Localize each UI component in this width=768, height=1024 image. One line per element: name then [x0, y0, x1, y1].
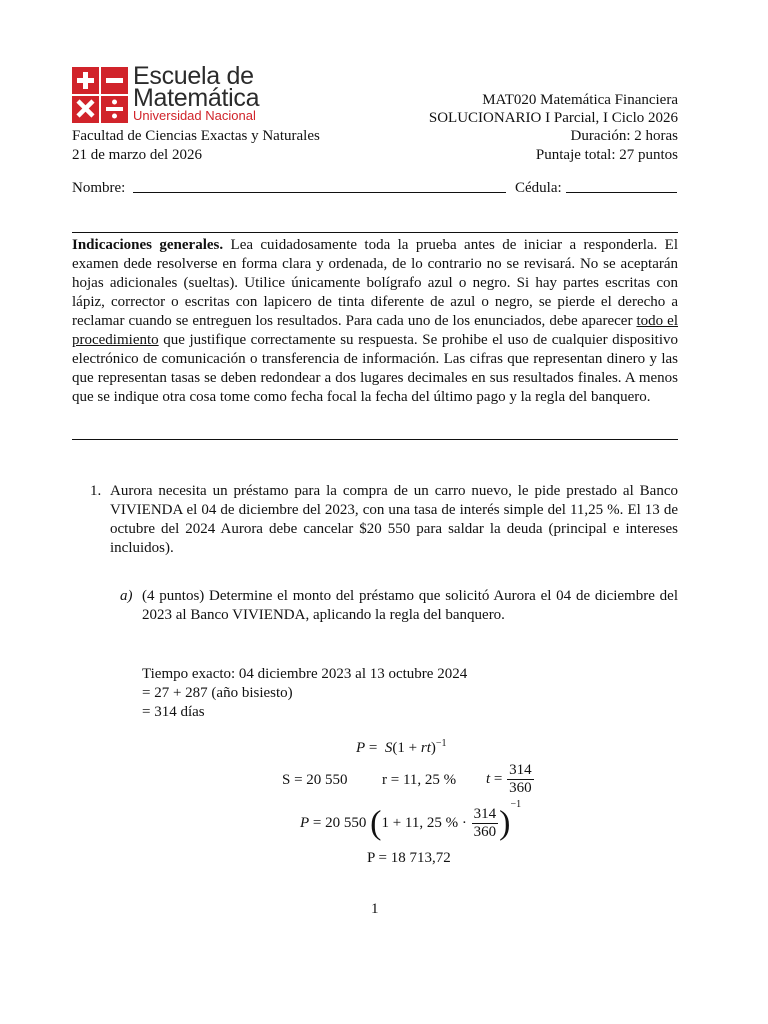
- solution-days-total: = 314 días: [142, 704, 205, 720]
- id-label: Cédula:: [515, 180, 562, 196]
- instructions-paragraph: [72, 236, 678, 407]
- solution-days-sum: = 27 + 287 (año bisiesto): [142, 685, 293, 701]
- instructions-title: Indicaciones generales.: [72, 237, 224, 253]
- result-p: P = 18 713,72: [367, 850, 451, 866]
- course-name: MAT020 Matemática Financiera: [482, 92, 678, 108]
- question-number: 1.: [90, 483, 102, 499]
- part-a-text: (4 puntos) Determine el monto del préstamo que solicitó Aurora el 04 de diciembre del 2023 al Banco VIVIENDA, aplicando la regla del banquero.: [142, 588, 678, 623]
- instructions-underlined: todo el procedimiento: [72, 313, 678, 348]
- name-field[interactable]: [133, 192, 506, 193]
- logo-title-line1: Escuela de: [133, 62, 254, 90]
- faculty-name: Facultad de Ciencias Exactas y Naturales: [72, 128, 320, 144]
- school-logo-icon: [72, 67, 128, 123]
- total-points: Puntaje total: 27 puntos: [535, 147, 678, 163]
- name-label: Nombre:: [72, 180, 126, 196]
- exam-date: 21 de marzo del 2026: [72, 147, 202, 163]
- formula-substituted: P = 20 550 (1 + 11, 25 % · $\frac{314}{360}$ )$^{-1}$: [300, 798, 522, 842]
- t-numerator: 314: [509, 762, 532, 778]
- logo-subtitle: Universidad Nacional: [133, 108, 256, 123]
- page-number: 1: [371, 901, 379, 917]
- value-t: t = $\frac{314}{360}$: [486, 762, 532, 796]
- question-text: Aurora necesita un préstamo para la compra de un carro nuevo, le pide prestado al Banco VIVIENDA el 04 de diciembre del 2023, con una tasa de interés simple del 11,25 %. El 13 de octubre del 2024 Aurora debe cancelar $20 550 para saldar la deuda (principal e intereses incluidos).: [110, 483, 678, 556]
- part-a-label: a): [120, 588, 133, 604]
- exam-title: SOLUCIONARIO I Parcial, I Ciclo 2026: [428, 110, 678, 126]
- solution-time-line: Tiempo exacto: 04 diciembre 2023 al 13 octubre 2024: [142, 666, 468, 682]
- value-s: S = 20 550: [282, 772, 348, 788]
- logo-title-line2: Matemática: [133, 84, 260, 112]
- id-field[interactable]: [566, 192, 677, 193]
- exam-duration: Duración: 2 horas: [570, 128, 678, 144]
- instructions-top-rule: [72, 232, 678, 233]
- instructions-text-a: Lea cuidadosamente toda la prueba antes de iniciar a responderla. El examen dede resolverse en forma clara y ordenada, de lo contrario no se revisará. No se aceptarán hojas adicionales (sueltas). Utilice únicamente bolígrafo azul o negro. Si hay partes escritas con lápiz, corrector o escritas con lapicero de tinta diferente de azul o negro, se pierde el derecho a reclamar cuando se entreguen los resultados. Para cada uno de los enunciados, debe aparecer: [72, 237, 678, 329]
- formula-present-value: P = S(1 + rt)$^{-1}$: [356, 738, 447, 756]
- t-denominator: 360: [509, 780, 532, 796]
- instructions-text-b: que justifique correctamente su respuesta. Se prohibe el uso de cualquier dispositivo electrónico de comunicación o transferencia de información. Las cifras que representan dinero y las que representan tasas se deben redondear a dos lugares decimales en sus resultados finales. A menos que se indique otra cosa tome como fecha focal la fecha del último pago y la regla del banquero.: [72, 332, 678, 405]
- instructions-bottom-rule: [72, 439, 678, 440]
- value-r: r = 11, 25 %: [382, 772, 457, 788]
